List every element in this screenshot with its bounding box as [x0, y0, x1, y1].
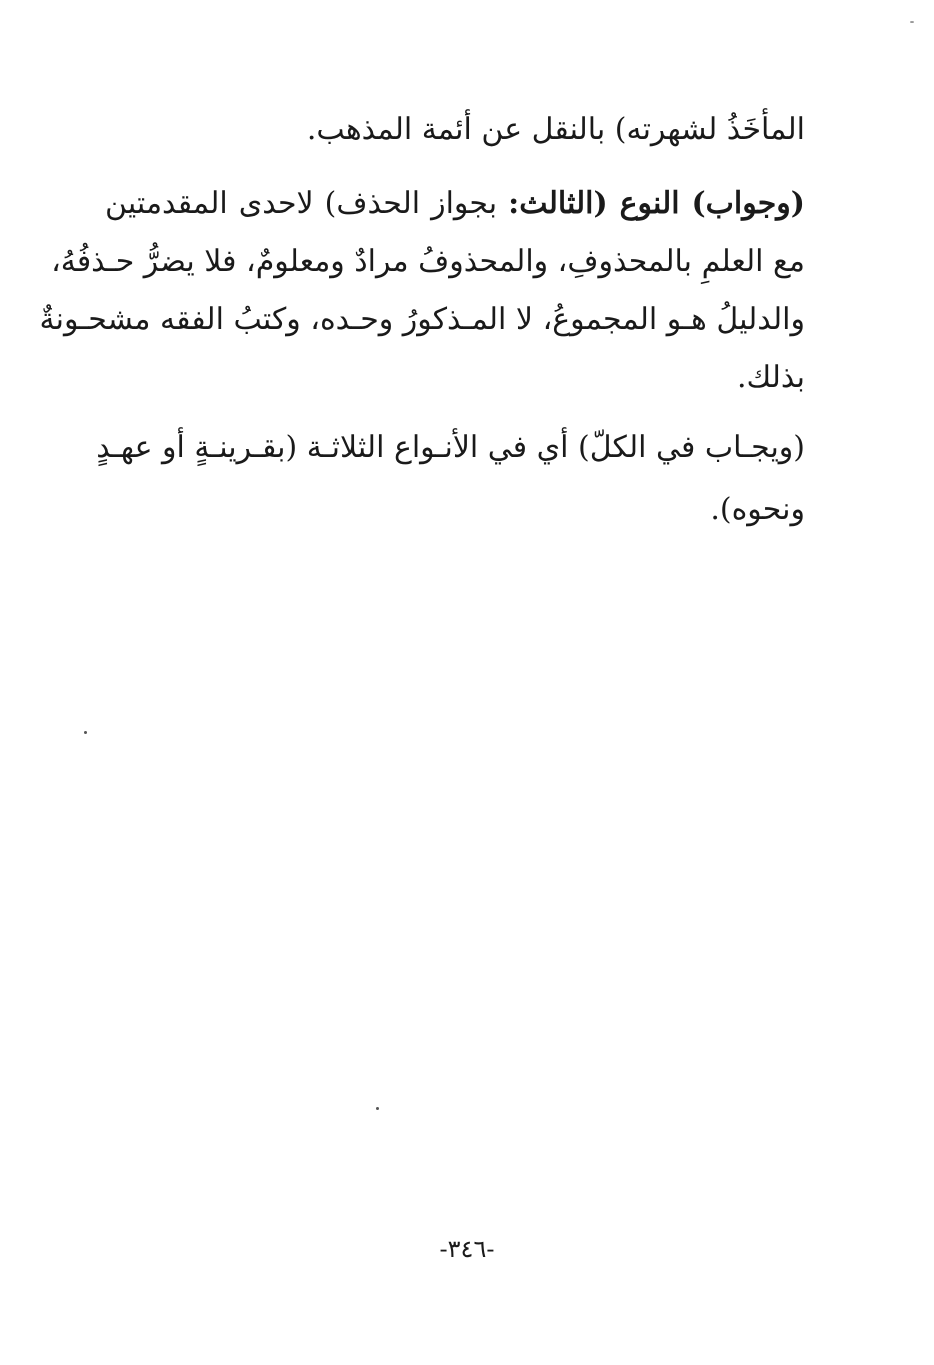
- scan-speck: [376, 1107, 379, 1110]
- text-line: [105, 175, 805, 233]
- text-line: المأخَذُ لشهرته) بالنقل عن أئمة المذهب.: [306, 112, 805, 147]
- page-number: -٣٤٦-: [439, 1235, 495, 1263]
- text-line: والدليلُ هـو المجموعُ، لا المـذكورُ وحـده، وكتبُ الفقه مشحـونةٌ: [39, 302, 805, 337]
- text-line: بذلك.: [736, 360, 805, 395]
- bold-heading: (وجواب) النوع (الثالث:: [508, 186, 805, 221]
- text-line-rest: بجواز الحذف) لاحدى المقدمتين: [105, 186, 509, 221]
- scan-speck: [910, 21, 914, 23]
- text-line: (ويجـاب في الكلّ) أي في الأنـواع الثلاثـة (بقـرينـةٍ أو عهـدٍ: [96, 430, 805, 465]
- scan-speck: [84, 731, 87, 734]
- text-line: مع العلمِ بالمحذوفِ، والمحذوفُ مرادٌ ومعلومٌ، فلا يضرُّ حـذفُهُ،: [51, 244, 805, 279]
- paragraph-3: [96, 417, 805, 541]
- paragraph-1: [105, 107, 805, 153]
- text-line: ونحوه).: [710, 492, 805, 527]
- paragraph-2: [39, 175, 805, 407]
